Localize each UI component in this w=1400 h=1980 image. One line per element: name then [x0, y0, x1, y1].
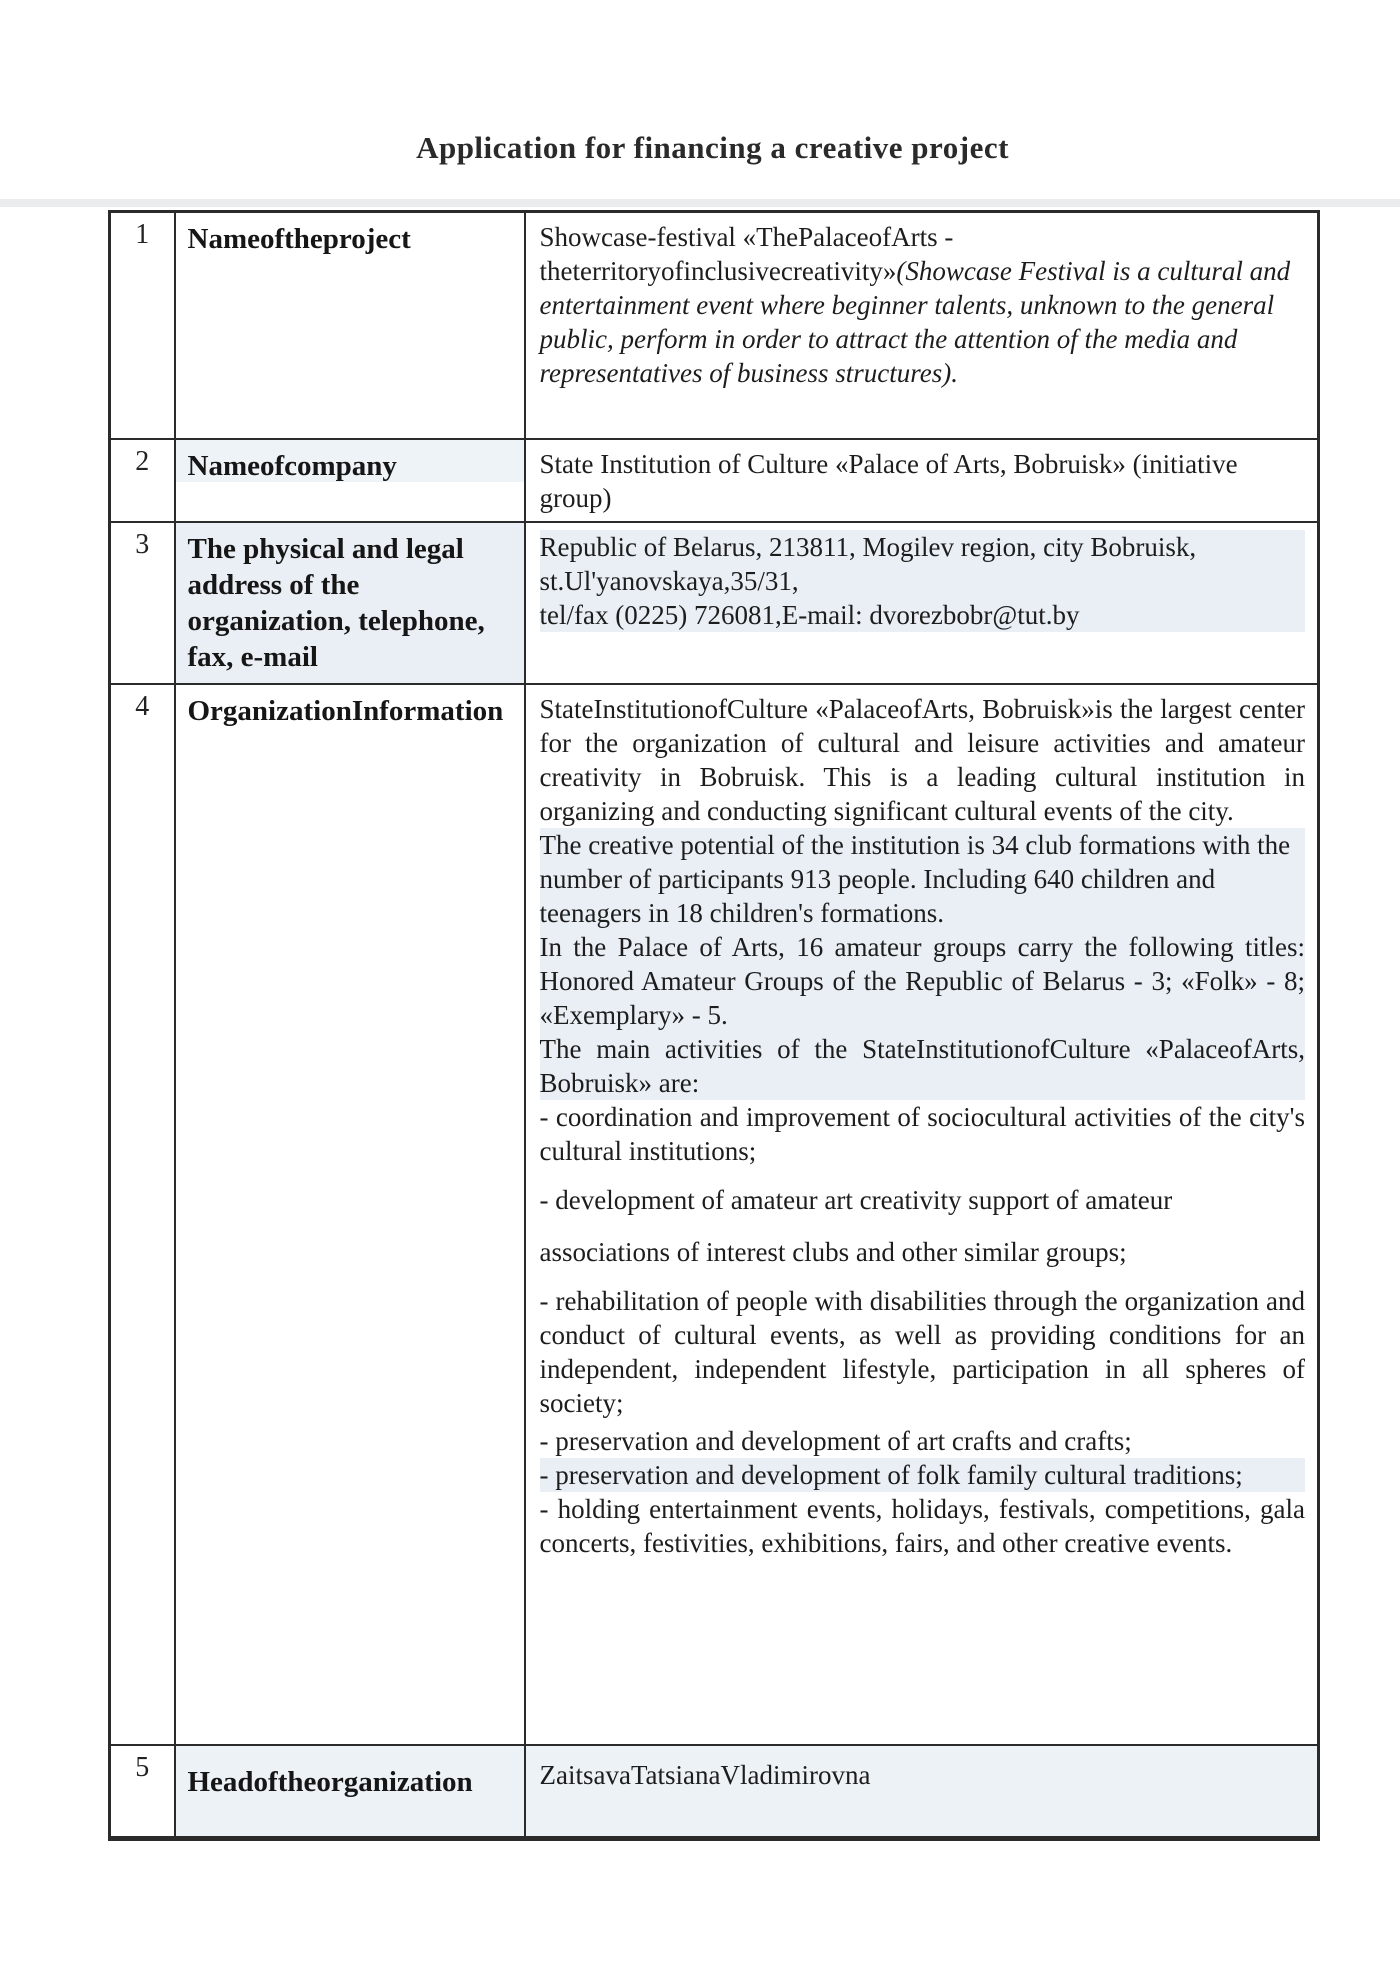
- content-paragraph: [540, 220, 1306, 390]
- row-number: 1: [110, 212, 175, 439]
- table-row-1: [110, 212, 1319, 439]
- row-content: [525, 439, 1319, 522]
- content-paragraph: The creative potential of the institution is 34 club formations with the number of participants 913 people. Including 640 children and teenagers in 18 children's formations.: [540, 828, 1306, 930]
- content-paragraph: - preservation and development of art crafts and crafts;: [539, 1425, 1132, 1456]
- row-content: [525, 1745, 1319, 1839]
- row-label: Nameofcompany: [175, 439, 525, 522]
- content-paragraph: In the Palace of Arts, 16 amateur groups carry the following titles: Honored Amateur Groups of the Republic of Belarus - 3; «Folk» - 8; «Exemplary» - 5.: [539, 931, 1305, 1030]
- project-name-text: Showcase-festival «ThePalaceofArts - theterritoryofinclusivecreativity»: [539, 222, 954, 286]
- row-number: 4: [110, 684, 175, 1745]
- content-paragraph: StateInstitutionofCulture «PalaceofArts, Bobruisk»is the largest center for the organization of cultural and leisure activities and amateur creativity in Bobruisk. This is a leading cultural institution in organizing and conducting significant cultural events of the city.: [539, 693, 1305, 826]
- row-content: [525, 684, 1319, 1745]
- content-paragraph: - holding entertainment events, holidays, festivals, competitions, gala concerts, festivities, exhibitions, fairs, and other creative events.: [539, 1493, 1305, 1558]
- content-paragraph: tel/fax (0225) 726081,E-mail: dvorezbobr@tut.by: [540, 598, 1306, 632]
- row-number: 2: [110, 439, 175, 522]
- row-content: [525, 522, 1319, 684]
- table-row-5: [110, 1745, 1319, 1839]
- row-label: Headoftheorganization: [175, 1745, 525, 1839]
- table-row-2: [110, 439, 1319, 522]
- content-paragraph: ZaitsavaTatsianaVladimirovna: [539, 1759, 871, 1790]
- row-content: [525, 212, 1319, 439]
- row-label: The physical and legal address of the organization, telephone, fax, e-mail: [175, 522, 525, 684]
- row-number: 5: [110, 1745, 175, 1839]
- scan-artifact-band: [0, 199, 1400, 207]
- content-paragraph: - rehabilitation of people with disabilities through the organization and conduct of cultural events, as well as providing conditions for an independent, independent lifestyle, participation in all spheres of society;: [539, 1285, 1305, 1418]
- content-paragraph: Republic of Belarus, 213811, Mogilev region, city Bobruisk, st.Ul'yanovskaya,35/31,: [540, 530, 1306, 598]
- content-paragraph: - coordination and improvement of sociocultural activities of the city's cultural institutions;: [539, 1101, 1305, 1166]
- table-row-4: [110, 684, 1319, 1745]
- content-paragraph: - development of amateur art creativity support of amateur associations of interest clubs and other similar groups;: [539, 1184, 1173, 1267]
- document-title: Application for financing a creative project: [416, 130, 1009, 165]
- content-paragraph: State Institution of Culture «Palace of Arts, Bobruisk» (initiative group): [539, 448, 1238, 513]
- content-paragraph: - preservation and development of folk family cultural traditions;: [540, 1458, 1306, 1492]
- project-description-italic: (Showcase Festival is a cultural and entertainment event where beginner talents, unknown to the general public, perform in order to attract the attention of the media and representatives of business structures).: [539, 256, 1291, 388]
- application-table: [108, 210, 1320, 1841]
- row-label: OrganizationInformation: [175, 684, 525, 1745]
- row-number: 3: [110, 522, 175, 684]
- row-label: Nameoftheproject: [175, 212, 525, 439]
- content-paragraph: The main activities of the StateInstitutionofCulture «PalaceofArts, Bobruisk» are:: [539, 1033, 1305, 1098]
- table-row-3: [110, 522, 1319, 684]
